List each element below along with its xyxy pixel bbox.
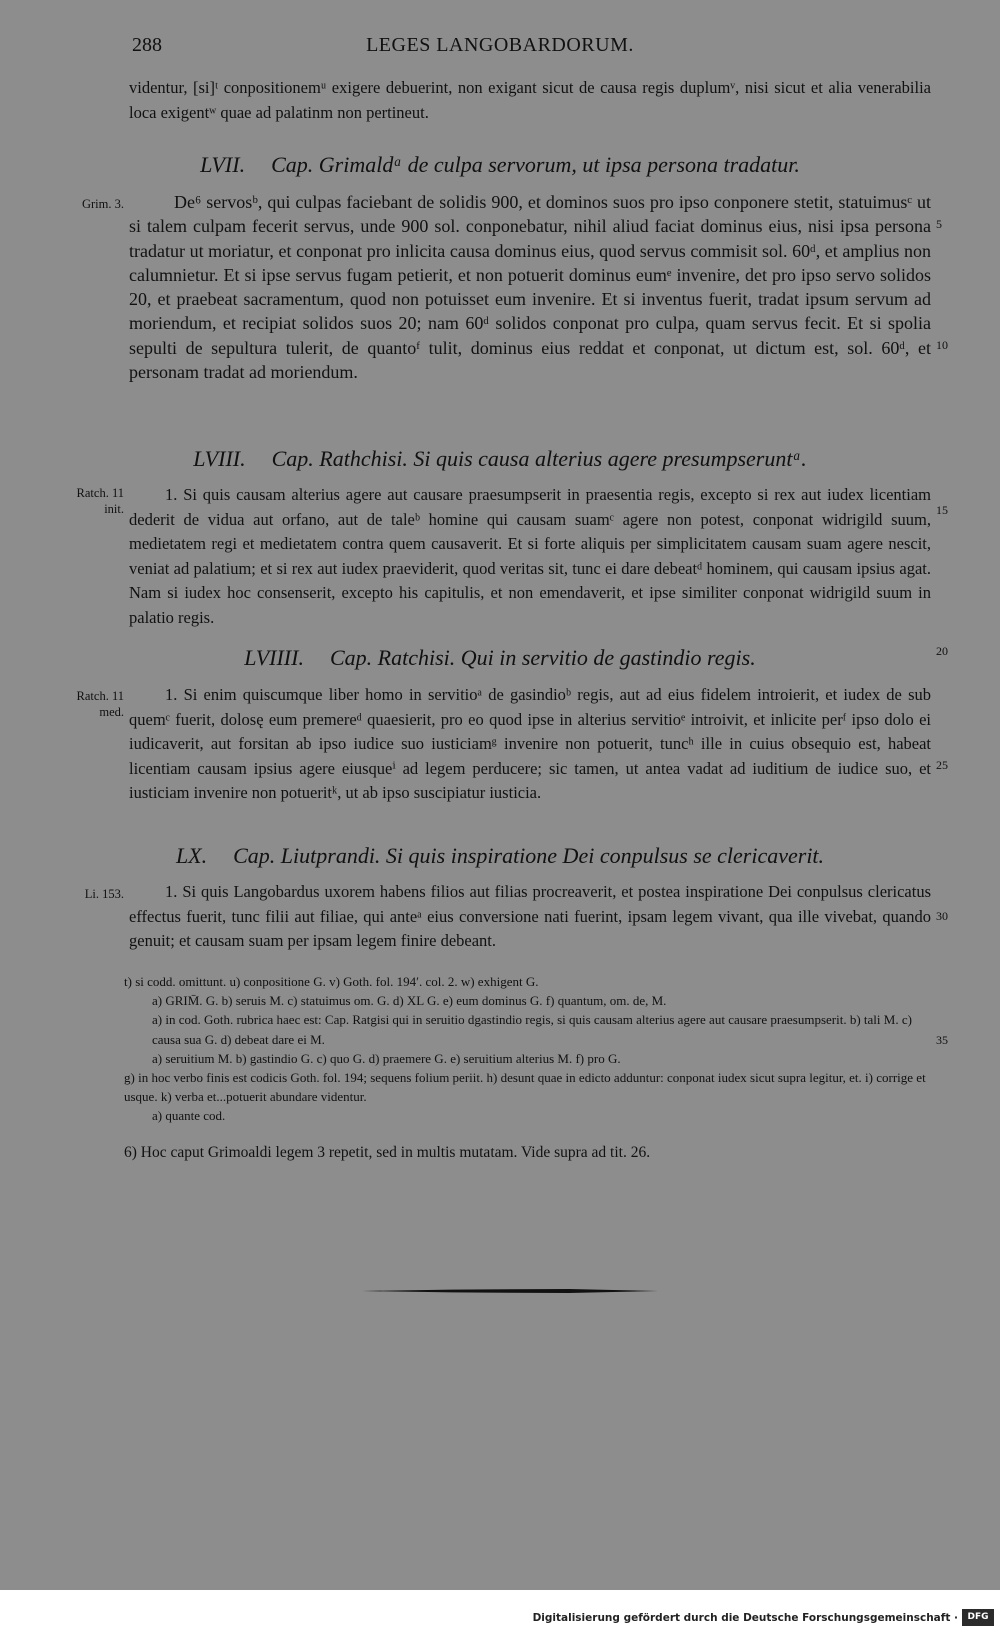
section-number: LVII. — [200, 152, 246, 177]
side-note-li: Li. 153. — [84, 887, 124, 901]
footnotes — [124, 972, 934, 1126]
section-text-lx: 1. Si quis Langobardus uxorem habens filios aut filias procreaverit, et postea inspiratione Dei conpulsus clericatus effectus fuerit, tunc filii aut filiae, qui anteᵃ eius conversione nati fuerint, ipsam legem vivant, qua ille vivebat, quando genuit; et causam suam per ipsam legem finire debeant. — [129, 882, 931, 950]
footnote-line: g) in hoc verbo finis est codicis Goth. fol. 194; sequens folium periit. h) desunt quae in edicto adduntur: conponat iudex sicut supra legitur, et. i) corrige et usque. k) verba et...potuerit abundare videntur. — [124, 1070, 926, 1105]
section-text-lviiii: 1. Si enim quiscumque liber homo in servitioᵃ de gasindioᵇ regis, aut ad eius fidelem introierit, et iudex de sub quemᶜ fuerit, dolosę eum premereᵈ quaesierit, pro eo quod ipse in alterius servitioᵉ introivit, et inlicite perᶠ ipso dolo ei iudicaverit, aut forsitan ab ipso iudice suo iusticiamᵍ invenire non potuerit, tuncʰ ille in cuius obsequio est, habeat licentiam causam ipsius agere eiusqueⁱ ad legem perducere; sic tamen, ut antea vadat ad iuditium de iudice suo, et iusticiam invenire non potueritᵏ, ut ab ipso suscipiatur iusticia. — [129, 685, 931, 802]
section-heading-lvii — [0, 152, 1000, 178]
footnote-line: a) seruitium M. b) gastindio G. c) quo G. d) praemere G. e) seruitium alterius M. f) pro G. — [152, 1050, 621, 1066]
section-heading-lx — [0, 843, 1000, 869]
line-number: 15 — [936, 503, 948, 517]
line-number: 20 — [936, 644, 948, 658]
footnote-line: t) si codd. omittunt. u) conpositione G. v) Goth. fol. 194′. col. 2. w) exhigent G. — [124, 974, 539, 989]
section-number: LX. — [175, 843, 208, 868]
line-number: 35 — [936, 1033, 948, 1047]
side-note-ratch-init: Ratch. 11 init. — [76, 486, 124, 516]
end-ornament-rule — [362, 1289, 658, 1293]
side-note-grim: Grim. 3. — [81, 197, 124, 211]
running-title: LEGES LANGOBARDORUM. — [366, 34, 634, 56]
section-text-lviii: 1. Si quis causam alterius agere aut causare praesumpserit in praesentia regis, excepto si rex aut iudex licentiam dederit de vidua aut orfano, aut de taleᵇ homine qui causam suamᶜ agere non potest, conponat widrigild suum, medietatem regi et medietatem contra quem causaverit. Et si forte aliquis per simplicitatem causam suam agere nescit, veniat ad palatium; et si rex aut iudex praeviderit, quod veritas sit, tunc ei dare debeatᵈ hominem, qui causam ipsius agat. Nam si iudex hoc consenserit, excepto his capitulis, et non emendaverit, et ipse similiter conponat widrigild suum in palatio regis. — [129, 485, 931, 627]
section-title: Cap. Liutprandi. Si quis inspiratione Dei conpulsus se clericaverit. — [233, 843, 825, 868]
section-text-lvii: De⁶ servosᵇ, qui culpas faciebant de solidis 900, et dominos suos pro ipso conponere stetit, statuimusᶜ ut si talem culpam fecerit servus, unde 900 sol. conponebatur, nihil aliud faciat dominus eius, nisi ipsa persona tradatur ut moriatur, et conponat pro inlicita causa dominus eius, quod servus commisit sol. 60ᵈ, et amplius non calumnietur. Et si ipse servus fugam petierit, et non potuerit dominus eumᵉ invenire, det pro ipso servo solidos 20, et praebeat sacramentum, quod non potuisset eum invenire. Et si inventus fuerit, tradat ipsum servum ad moriendum, et recipiat solidos suos 20; nam 60ᵈ solidos conponat pro culpa, quam servus fecit. Et si spolia sepulti de sepultura tulerit, de quantoᶠ tulit, dominus eius reddat et conponat, ut dictum est, sol. 60ᵈ, et personam tradat ad moriendum. — [129, 192, 931, 383]
dfg-logo-icon: DFG — [962, 1609, 994, 1626]
page-number: 288 — [132, 34, 162, 56]
footer-bar — [0, 1590, 1000, 1629]
footnote-line: a) in cod. Goth. rubrica haec est: Cap. Ratgisi qui in seruitio dgastindio regis, si quis causam alterius agere aut causare praesumpserit. b) tali M. c) causa sua G. d) debeat dare ei M. — [152, 1012, 912, 1047]
line-number: 30 — [936, 909, 948, 923]
line-number: 25 — [936, 758, 948, 772]
section-number: LVIII. — [193, 446, 246, 471]
side-note-ratch-med: Ratch. 11 med. — [76, 689, 124, 719]
footnote-line: a) quante cod. — [152, 1108, 226, 1124]
line-number: 10 — [936, 338, 948, 352]
footnote-line: a) GRIM̄. G. b) seruis M. c) statuimus om. G. d) XL G. e) eum dominus G. f) quantum, om. de, M. — [152, 993, 667, 1009]
historical-note: 6) Hoc caput Grimoaldi legem 3 repetit, sed in multis mutatam. Vide supra ad tit. 26. — [124, 1144, 651, 1161]
intro-paragraph: videntur, [si]ᵗ conpositionemᵘ exigere debuerint, non exigant sicut de causa regis duplumᵛ, nisi sicut et alia venerabilia loca exigentʷ quae ad palatinm non pertineut. — [129, 78, 931, 122]
section-title: Cap. Grimaldᵃ de culpa servorum, ut ipsa persona tradatur. — [271, 152, 800, 177]
line-number: 5 — [936, 217, 942, 231]
section-title: Cap. Rathchisi. Si quis causa alterius agere presumpseruntᵃ. — [271, 446, 807, 471]
section-heading-lviiii — [0, 645, 1000, 671]
section-heading-lviii — [0, 446, 1000, 472]
section-number: LVIIII. — [244, 645, 304, 670]
dfg-credit: Digitalisierung gefördert durch die Deutsche Forschungsgemeinschaft · — [532, 1612, 958, 1624]
section-title: Cap. Ratchisi. Qui in servitio de gastindio regis. — [329, 645, 756, 670]
